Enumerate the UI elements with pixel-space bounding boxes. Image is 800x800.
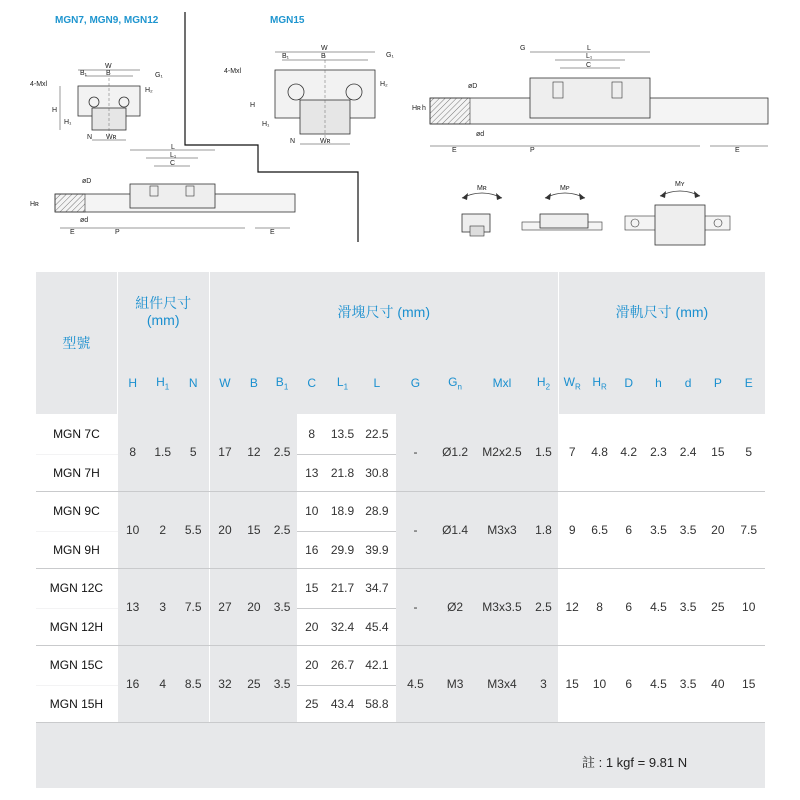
value-l1: 26.7 xyxy=(327,645,358,685)
value-c: 16 xyxy=(297,531,327,568)
column-header-b1 xyxy=(267,352,296,414)
header-block: 滑塊尺寸 (mm) xyxy=(209,272,558,352)
value-hr: 8 xyxy=(585,568,613,645)
column-header-base: N xyxy=(188,376,198,390)
model-cell: MGN 15C xyxy=(36,645,117,685)
label-e-right: E xyxy=(452,147,457,154)
value-d: 4.2 xyxy=(614,414,644,491)
label-mp: Mᴘ xyxy=(560,185,570,192)
label-l-left: L xyxy=(171,144,175,151)
label-l1-right: L₁ xyxy=(586,53,593,60)
value-wr: 9 xyxy=(558,491,585,568)
value-d: 6 xyxy=(614,645,644,722)
label-l1-left: L₁ xyxy=(170,152,177,159)
value-hr: 4.8 xyxy=(585,414,613,491)
label-h2-mid: H₂ xyxy=(380,81,388,88)
value-p: 40 xyxy=(703,645,732,722)
value-l: 39.9 xyxy=(358,531,396,568)
value-p: 20 xyxy=(703,491,732,568)
value-b1: 3.5 xyxy=(267,568,296,645)
label-h-mid: H xyxy=(250,102,256,109)
value-l1: 29.9 xyxy=(327,531,358,568)
column-header-base: G xyxy=(448,374,458,389)
end-view-small xyxy=(60,70,140,140)
column-header-base: d xyxy=(684,376,692,390)
label-wr-left: Wʀ xyxy=(106,134,117,141)
value-gn: Ø1.2 xyxy=(435,414,475,491)
value-e: 7.5 xyxy=(732,491,765,568)
column-header-base: Mxl xyxy=(492,376,512,390)
value-p: 25 xyxy=(703,568,732,645)
value-gn: M3 xyxy=(435,645,475,722)
label-hr-left: Hʀ xyxy=(30,201,39,208)
column-header-gn xyxy=(435,352,475,414)
value-w: 32 xyxy=(209,645,240,722)
value-l: 34.7 xyxy=(358,568,396,608)
label-e2-left: E xyxy=(270,229,275,236)
value-h: 16 xyxy=(117,645,147,722)
value-l1: 21.7 xyxy=(327,568,358,608)
column-header-d xyxy=(614,352,644,414)
value-c: 10 xyxy=(297,491,327,531)
value-w: 27 xyxy=(209,568,240,645)
label-d-right: øD xyxy=(468,83,478,90)
label-c-right: C xyxy=(586,62,592,69)
value-hr: 10 xyxy=(585,645,613,722)
value-c: 13 xyxy=(297,454,327,491)
column-header-subscript: R xyxy=(574,382,581,392)
value-mxl: M2x2.5 xyxy=(475,414,529,491)
label-g1-left: G₁ xyxy=(155,72,163,79)
column-header-l1 xyxy=(327,352,358,414)
value-g: 4.5 xyxy=(396,645,436,722)
title-mgn7-9-12: MGN7, MGN9, MGN12 xyxy=(55,15,159,26)
spec-table xyxy=(36,272,765,723)
value-d: 6 xyxy=(614,491,644,568)
column-header-subscript: n xyxy=(457,382,462,392)
model-cell: MGN 7C xyxy=(36,414,117,454)
value-h1: 2 xyxy=(148,491,178,568)
column-header-subscript: 1 xyxy=(343,382,349,392)
label-wr-mid: Wʀ xyxy=(320,138,331,145)
spec-table-panel xyxy=(36,272,765,788)
value-h2: 3 xyxy=(529,645,558,722)
value-l: 58.8 xyxy=(358,685,396,722)
value-l: 28.9 xyxy=(358,491,396,531)
value-d: 3.5 xyxy=(673,568,703,645)
column-header-base: L xyxy=(336,374,344,389)
value-c: 8 xyxy=(297,414,327,454)
column-header-subscript: 1 xyxy=(283,382,289,392)
column-header-base: H xyxy=(156,374,165,389)
column-header-d xyxy=(673,352,703,414)
conversion-note: 註 : 1 kgf = 9.81 N xyxy=(582,755,688,770)
label-b1-left: B₁ xyxy=(80,70,88,77)
value-d: 3.5 xyxy=(673,645,703,722)
value-b: 25 xyxy=(240,645,267,722)
table-row xyxy=(36,414,765,454)
label-c-left: C xyxy=(170,160,176,167)
value-h2: 1.8 xyxy=(529,491,558,568)
label-e-left: E xyxy=(70,229,75,236)
label-b1-mid: B₁ xyxy=(282,53,290,60)
column-header-subscript: 2 xyxy=(545,382,551,392)
column-header-g xyxy=(396,352,436,414)
model-cell: MGN 7H xyxy=(36,454,117,491)
label-n-left: N xyxy=(87,134,93,141)
label-p-left: P xyxy=(115,229,120,236)
label-g-right: G xyxy=(520,45,526,52)
value-b1: 3.5 xyxy=(267,645,296,722)
column-header-w xyxy=(209,352,240,414)
column-header-hr xyxy=(585,352,613,414)
value-h: 10 xyxy=(117,491,147,568)
value-c: 20 xyxy=(297,645,327,685)
technical-drawings xyxy=(0,0,800,250)
value-h: 4.5 xyxy=(644,645,673,722)
label-n-mid: N xyxy=(290,138,296,145)
value-wr: 7 xyxy=(558,414,585,491)
label-dsmall-right: ød xyxy=(476,131,485,138)
spec-table-body xyxy=(36,414,765,722)
value-l1: 18.9 xyxy=(327,491,358,531)
value-h1: 4 xyxy=(148,645,178,722)
value-mxl: M3x3 xyxy=(475,491,529,568)
column-header-base: D xyxy=(624,376,634,390)
value-h1: 1.5 xyxy=(148,414,178,491)
value-h: 2.3 xyxy=(644,414,673,491)
value-c: 25 xyxy=(297,685,327,722)
value-e: 5 xyxy=(732,414,765,491)
value-h: 4.5 xyxy=(644,568,673,645)
value-h2: 1.5 xyxy=(529,414,558,491)
label-mr: Mʀ xyxy=(477,185,487,192)
value-mxl: M3x4 xyxy=(475,645,529,722)
value-gn: Ø2 xyxy=(435,568,475,645)
label-dsmall-left: ød xyxy=(80,217,89,224)
column-header-base: E xyxy=(744,376,753,390)
value-d: 6 xyxy=(614,568,644,645)
label-mxl-mid: 4-Mxl xyxy=(224,68,242,75)
header-assembly xyxy=(117,272,209,352)
header-model: 型號 xyxy=(62,334,91,351)
value-b: 12 xyxy=(240,414,267,491)
label-w-mid: W xyxy=(321,45,328,52)
column-header-subscript: R xyxy=(600,382,607,392)
column-header-base: C xyxy=(307,376,317,390)
label-w-left: W xyxy=(105,63,112,70)
label-e2-right: E xyxy=(735,147,740,154)
column-header-h1 xyxy=(148,352,178,414)
label-my: Mʏ xyxy=(675,181,685,188)
header-assembly-label: 組件尺寸 (mm) xyxy=(135,295,192,328)
column-header-l xyxy=(358,352,396,414)
column-header-c xyxy=(297,352,327,414)
column-header-p xyxy=(703,352,732,414)
value-g: - xyxy=(396,568,436,645)
column-header-base: G xyxy=(410,376,421,390)
value-n: 7.5 xyxy=(178,568,209,645)
value-l1: 13.5 xyxy=(327,414,358,454)
column-header-h2 xyxy=(529,352,558,414)
value-h1: 3 xyxy=(148,568,178,645)
value-b1: 2.5 xyxy=(267,491,296,568)
column-header-e xyxy=(732,352,765,414)
value-p: 15 xyxy=(703,414,732,491)
value-l: 22.5 xyxy=(358,414,396,454)
drawing-canvas xyxy=(0,0,800,250)
value-l: 45.4 xyxy=(358,608,396,645)
value-d: 3.5 xyxy=(673,491,703,568)
value-g: - xyxy=(396,414,436,491)
label-b-mid: B xyxy=(321,53,326,60)
model-cell: MGN 15H xyxy=(36,685,117,722)
value-d: 2.4 xyxy=(673,414,703,491)
column-header-base: h xyxy=(655,376,662,390)
table-row xyxy=(36,568,765,608)
model-cell: MGN 12H xyxy=(36,608,117,645)
title-mgn15: MGN15 xyxy=(270,15,305,26)
table-row xyxy=(36,645,765,685)
column-header-base: H xyxy=(536,374,546,389)
label-hr-right: Hʀ xyxy=(412,105,421,112)
value-e: 10 xyxy=(732,568,765,645)
value-c: 20 xyxy=(297,608,327,645)
value-b: 20 xyxy=(240,568,267,645)
label-g1-mid: G₁ xyxy=(386,52,394,59)
value-l1: 32.4 xyxy=(327,608,358,645)
column-header-base: H xyxy=(592,374,601,389)
column-header-wr xyxy=(558,352,585,414)
column-header-n xyxy=(178,352,209,414)
value-l1: 21.8 xyxy=(327,454,358,491)
end-view-mgn15 xyxy=(275,52,375,144)
value-b1: 2.5 xyxy=(267,414,296,491)
column-header-base: H xyxy=(128,376,138,390)
value-w: 17 xyxy=(209,414,240,491)
value-wr: 15 xyxy=(558,645,585,722)
value-h2: 2.5 xyxy=(529,568,558,645)
value-hr: 6.5 xyxy=(585,491,613,568)
value-n: 5 xyxy=(178,414,209,491)
column-header-b xyxy=(240,352,267,414)
column-header-base: W xyxy=(219,376,231,390)
table-row xyxy=(36,491,765,531)
column-header-mxl xyxy=(475,352,529,414)
label-h2-left: H₂ xyxy=(145,87,153,94)
column-header-row xyxy=(36,352,765,414)
value-l: 42.1 xyxy=(358,645,396,685)
label-h1-left: H₁ xyxy=(64,119,72,126)
value-wr: 12 xyxy=(558,568,585,645)
label-h1-mid: H₁ xyxy=(262,121,270,128)
value-l1: 43.4 xyxy=(327,685,358,722)
model-cell: MGN 9C xyxy=(36,491,117,531)
label-p-right: P xyxy=(530,147,535,154)
label-l-right: L xyxy=(587,45,591,52)
value-mxl: M3x3.5 xyxy=(475,568,529,645)
label-mxl-left: 4-Mxl xyxy=(30,81,48,88)
column-header-base: P xyxy=(713,376,722,390)
label-b-left: B xyxy=(106,70,111,77)
value-h: 3.5 xyxy=(644,491,673,568)
column-header-subscript: 1 xyxy=(164,382,170,392)
value-b: 15 xyxy=(240,491,267,568)
column-header-base: B xyxy=(249,376,258,390)
model-cell: MGN 9H xyxy=(36,531,117,568)
value-n: 8.5 xyxy=(178,645,209,722)
column-header-base: W xyxy=(563,374,575,389)
value-h: 13 xyxy=(117,568,147,645)
label-h-left: H xyxy=(52,107,58,114)
moment-my-icon xyxy=(625,191,730,245)
column-header-h xyxy=(117,352,147,414)
value-e: 15 xyxy=(732,645,765,722)
moment-mr-icon xyxy=(462,193,502,236)
label-d-left: øD xyxy=(82,178,92,185)
value-c: 15 xyxy=(297,568,327,608)
column-header-base: L xyxy=(373,376,381,390)
value-g: - xyxy=(396,491,436,568)
moment-mp-icon xyxy=(522,193,602,230)
model-cell: MGN 12C xyxy=(36,568,117,608)
header-rail: 滑軌尺寸 (mm) xyxy=(558,272,765,352)
value-h: 8 xyxy=(117,414,147,491)
column-header-h xyxy=(644,352,673,414)
column-header-base: B xyxy=(275,374,284,389)
value-l: 30.8 xyxy=(358,454,396,491)
value-w: 20 xyxy=(209,491,240,568)
value-n: 5.5 xyxy=(178,491,209,568)
value-gn: Ø1.4 xyxy=(435,491,475,568)
label-h-right: h xyxy=(422,105,426,112)
